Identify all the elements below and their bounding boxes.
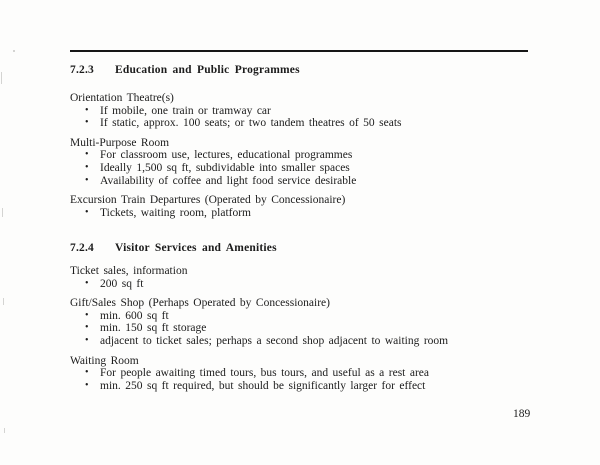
list-item-text: For people awaiting timed tours, bus tours, and useful as a rest area <box>100 367 429 380</box>
list-item-text: Ideally 1,500 sq ft, subdividable into smaller spaces <box>100 162 350 175</box>
bullet-icon: • <box>85 149 89 161</box>
list-item <box>70 322 542 335</box>
scan-artifact <box>3 298 4 305</box>
list-item-text: adjacent to ticket sales; perhaps a second shop adjacent to waiting room <box>100 335 449 348</box>
page-body <box>70 64 542 393</box>
group-waiting-room <box>70 355 542 393</box>
group-multi-purpose-room <box>70 137 542 188</box>
page-number: 189 <box>513 408 531 420</box>
scan-artifact <box>2 208 3 217</box>
bullet-icon: • <box>85 162 89 174</box>
list-item-text: min. 150 sq ft storage <box>100 322 207 335</box>
bullet-icon: • <box>85 104 89 116</box>
bullet-icon: • <box>85 367 89 379</box>
group-ticket-sales <box>70 265 542 291</box>
section-number: 7.2.4 <box>70 241 94 254</box>
bullet-icon: • <box>85 322 89 334</box>
section-heading-7-2-3 <box>70 64 542 77</box>
list-item-text: Tickets, waiting room, platform <box>100 207 251 220</box>
list-item <box>70 278 542 291</box>
group-heading: Orientation Theatre(s) <box>70 91 174 104</box>
list-item <box>70 207 542 220</box>
group-orientation-theatres <box>70 92 542 130</box>
scan-artifact <box>1 72 2 84</box>
bullet-icon: • <box>85 277 89 289</box>
list-item <box>70 380 542 393</box>
scan-artifact <box>4 428 5 433</box>
group-heading: Excursion Train Departures (Operated by Concessionaire) <box>70 194 346 207</box>
list-item <box>70 310 542 323</box>
list-item-text: Availability of coffee and light food service desirable <box>100 175 357 188</box>
group-heading: Multi-Purpose Room <box>70 136 170 149</box>
section-divider-rule <box>70 50 528 52</box>
bullet-icon: • <box>85 335 89 347</box>
list-item-text: min. 250 sq ft required, but should be significantly larger for effect <box>100 380 426 393</box>
bullet-icon: • <box>85 175 89 187</box>
group-excursion-train-departures <box>70 194 542 220</box>
list-item-text: If static, approx. 100 seats; or two tandem theatres of 50 seats <box>100 117 402 130</box>
group-heading: Gift/Sales Shop (Perhaps Operated by Concessionaire) <box>70 296 330 309</box>
bullet-icon: • <box>85 380 89 392</box>
section-title: Education and Public Programmes <box>115 64 300 76</box>
section-heading-7-2-4 <box>70 242 542 255</box>
section-number: 7.2.3 <box>70 64 94 76</box>
bullet-icon: • <box>85 309 89 321</box>
list-item <box>70 105 542 118</box>
group-gift-sales-shop <box>70 297 542 348</box>
list-item <box>70 162 542 175</box>
list-item <box>70 175 542 188</box>
section-title: Visitor Services and Amenities <box>115 241 277 254</box>
list-item <box>70 117 542 130</box>
bullet-icon: • <box>85 117 89 129</box>
list-item <box>70 149 542 162</box>
group-heading: Ticket sales, information <box>70 264 188 277</box>
list-item <box>70 335 542 348</box>
list-item <box>70 367 542 380</box>
list-item-text: If mobile, one train or tramway car <box>100 104 271 117</box>
list-item-text: 200 sq ft <box>100 277 144 290</box>
scan-artifact <box>13 50 15 52</box>
bullet-icon: • <box>85 207 89 219</box>
list-item-text: For classroom use, lectures, educational programmes <box>100 149 353 162</box>
group-heading: Waiting Room <box>70 354 139 367</box>
list-item-text: min. 600 sq ft <box>100 309 169 322</box>
